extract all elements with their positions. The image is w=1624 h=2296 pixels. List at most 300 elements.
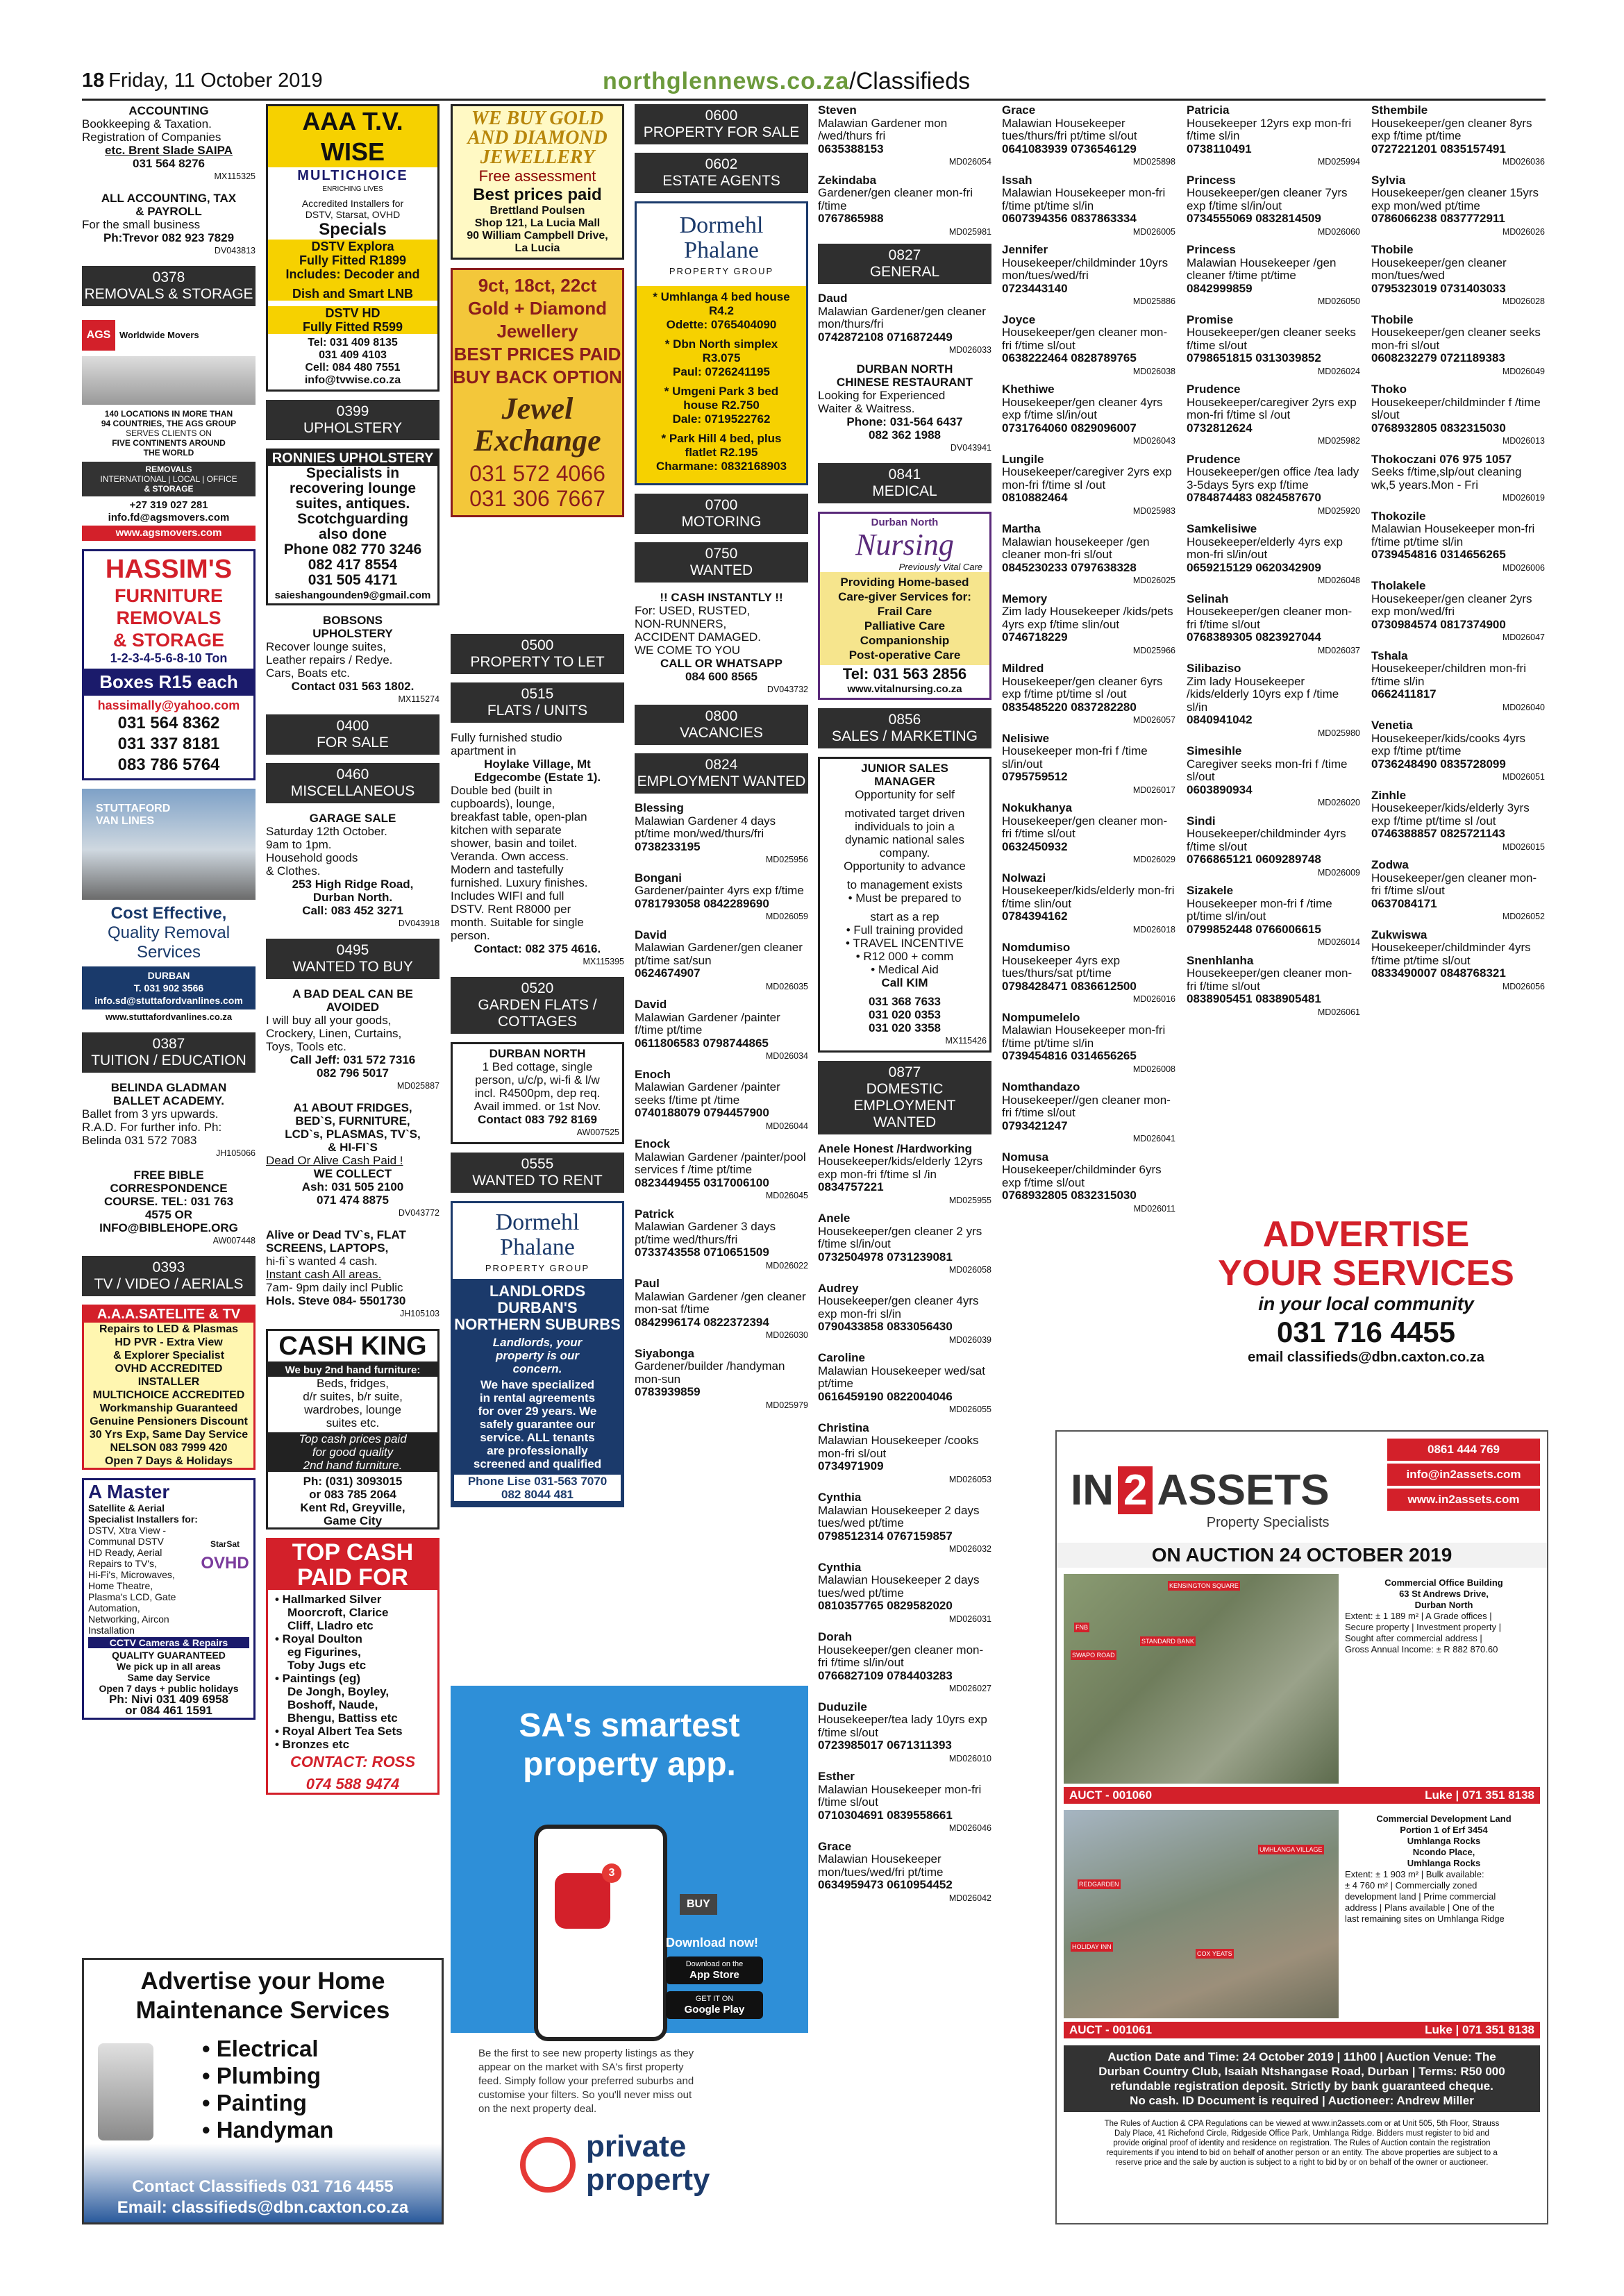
line: Phone Lise 031-563 7070 bbox=[467, 1475, 608, 1488]
in2-logo: IN 2 ASSETS Property Specialists bbox=[1071, 1466, 1330, 1530]
ad-bad-deal bbox=[266, 987, 440, 1093]
ad-top-cash bbox=[266, 1538, 440, 1795]
line: Repairs to TV's, bbox=[88, 1558, 157, 1569]
google-play-button[interactable]: GET IT ON Google Play bbox=[666, 1991, 763, 2019]
entry-desc: Seeks f/time,slp/out cleaning wk,5 years.Mon - Fri bbox=[1371, 465, 1522, 492]
listing-entry bbox=[1002, 941, 1175, 1006]
entry-name: Selinah bbox=[1187, 592, 1229, 605]
ad-title: A BAD DEAL CAN BE bbox=[292, 987, 413, 1000]
ref-code: MD025887 bbox=[396, 1081, 440, 1091]
line: 94 COUNTRIES, THE AGS GROUP bbox=[101, 419, 237, 428]
line: DSTV. Rent R8000 per bbox=[451, 903, 571, 916]
line: No cash. ID Document is required | Auctioneer: Andrew Miller bbox=[1130, 2094, 1474, 2107]
ronnies-phones bbox=[268, 542, 437, 588]
ags-phone: +27 319 027 281 bbox=[129, 499, 208, 511]
line: Accredited Installers for bbox=[301, 198, 404, 209]
listing-entry bbox=[1002, 1151, 1175, 1216]
line: are professionally bbox=[487, 1444, 588, 1457]
entry-phone: 0746388857 0825721143 bbox=[1371, 827, 1505, 840]
entry-phone: 0634959473 0610954452 bbox=[818, 1878, 953, 1891]
line: Alive or Dead TV`s, FLAT bbox=[266, 1228, 406, 1241]
ad-garage-sale bbox=[266, 812, 440, 930]
entry-ref: MD026049 bbox=[1502, 366, 1545, 376]
entry-phone: 0783939859 bbox=[635, 1385, 701, 1398]
adv-title2: YOUR SERVICES bbox=[1218, 1253, 1514, 1293]
entry-name: Nompumelelo bbox=[1002, 1010, 1080, 1024]
line: * Park Hill 4 bed, plus bbox=[661, 432, 782, 445]
line: customise your filters. So you'll never miss out bbox=[478, 2089, 692, 2101]
line: provide original proof of identity and residence on registration. The Rules of Auction contain the registration bbox=[1113, 2139, 1491, 2147]
entry-ref: MD026037 bbox=[1317, 645, 1360, 655]
ags-logo-icon: AGS bbox=[82, 320, 115, 351]
line: Fully Fitted R1899 bbox=[299, 253, 407, 267]
ad-aaa-satelite bbox=[82, 1305, 256, 1470]
line: Auction Date and Time: 24 October 2019 | 11h00 | Auction Venue: The bbox=[1107, 2050, 1496, 2063]
line: R4.2 bbox=[709, 304, 734, 317]
ad-title: COURSE. TEL: 031 763 bbox=[103, 1195, 234, 1208]
listing-entry bbox=[818, 1282, 991, 1347]
hassim-boxes: Boxes R15 each bbox=[84, 669, 253, 696]
line: 30 Yrs Exp, Same Day Service bbox=[89, 1429, 249, 1441]
entry-phone: 0733743558 0710651509 bbox=[635, 1246, 769, 1259]
line: NON-RUNNERS, bbox=[635, 617, 727, 630]
entry-desc: Housekeeper mon-fri f /time sl/in/out bbox=[1002, 744, 1148, 771]
listing-entry bbox=[1002, 662, 1175, 727]
in2-contacts bbox=[1387, 1439, 1540, 1511]
entry-phone: 0732504978 0731239081 bbox=[818, 1250, 953, 1264]
line: Durban North. bbox=[312, 891, 393, 904]
section-0399: 0399 UPHOLSTERY bbox=[266, 400, 440, 440]
in2-fine-print bbox=[1064, 2119, 1540, 2168]
ref-code: DV043918 bbox=[398, 919, 440, 928]
entry-phone: 0738110491 bbox=[1187, 142, 1252, 156]
entry-desc: Housekeeper/gen cleaner 15yrs exp mon/wed pt/time bbox=[1371, 186, 1539, 212]
column-3 bbox=[451, 104, 624, 1516]
line: or 083 785 2064 bbox=[309, 1488, 396, 1501]
pp-download: Download now! bbox=[666, 1936, 758, 1950]
entry-desc: Housekeeper/gen cleaner 4yrs exp mon-fri sl/in bbox=[818, 1294, 979, 1321]
line: Shop 121, La Lucia Mall bbox=[474, 217, 601, 229]
section-0856: 0856 SALES / MARKETING bbox=[818, 708, 991, 748]
line: on the next property deal. bbox=[478, 2103, 597, 2115]
ad-title: BALLET ACADEMY. bbox=[113, 1094, 224, 1107]
entry-ref: MD025886 bbox=[1132, 296, 1175, 306]
entry-name: Lungile bbox=[1002, 452, 1044, 466]
line: Hoylake Village, Mt bbox=[484, 757, 591, 771]
section-0555: 0555 WANTED TO RENT bbox=[451, 1153, 624, 1193]
in2-email[interactable]: info@in2assets.com bbox=[1387, 1464, 1540, 1486]
listing-entry bbox=[1371, 104, 1545, 169]
in2-web[interactable]: www.in2assets.com bbox=[1387, 1489, 1540, 1511]
landlords-phone bbox=[454, 1475, 621, 1501]
line: Registration of Companies bbox=[82, 131, 221, 144]
section-name: /Classifieds bbox=[849, 68, 971, 94]
employment-list-col7 bbox=[1187, 104, 1360, 1019]
ad-stuttaford bbox=[82, 789, 256, 1024]
line: for good quality bbox=[312, 1446, 394, 1459]
line: Hols. Steve 084- 5501730 bbox=[266, 1294, 406, 1307]
jewel-phones bbox=[453, 461, 622, 515]
entry-desc: Malawian Gardener /painter seeks f/time pt /time bbox=[635, 1080, 780, 1107]
line: Game City bbox=[323, 1514, 383, 1527]
entry-name: Snenhlanha bbox=[1187, 953, 1254, 967]
entry-ref: MD026039 bbox=[948, 1334, 991, 1345]
entry-desc: Housekeeper/gen cleaner mon-fri f/time sl/out bbox=[1187, 605, 1353, 631]
listing-entry bbox=[1371, 650, 1545, 714]
line: DSTV Explora bbox=[311, 240, 394, 253]
line: company. bbox=[879, 846, 930, 860]
line: Odette: 0765404090 bbox=[666, 318, 777, 331]
entry-phone: 0727221201 0835157491 bbox=[1371, 142, 1506, 156]
line: Satellite & Aerial bbox=[88, 1502, 165, 1514]
ad-bobsons bbox=[266, 614, 440, 706]
line: BUY BACK OPTION bbox=[453, 367, 622, 387]
entry-phone: 0834757221 bbox=[818, 1180, 884, 1193]
line: Ncondo Place, bbox=[1412, 1847, 1475, 1857]
gold-free: Free assessment bbox=[478, 167, 596, 185]
entry-desc: Housekeeper/kids/elderly mon-fri f/time slin/out bbox=[1002, 884, 1175, 910]
column-8 bbox=[1371, 104, 1545, 1215]
ad-dormehl-sale bbox=[635, 201, 808, 485]
maint-contact bbox=[84, 2177, 442, 2218]
line: Repairs to LED & Plasmas bbox=[99, 1323, 239, 1335]
ad-title: & HI-FI`S bbox=[328, 1141, 378, 1154]
aaa-sat-title: A.A.A.SATELITE & TV bbox=[84, 1307, 253, 1323]
cash-king-list bbox=[268, 1377, 437, 1430]
line: INTERNATIONAL | LOCAL | OFFICE bbox=[100, 474, 237, 484]
line: refundable registration deposit. Strictly by bank guaranteed cheque. bbox=[1110, 2079, 1493, 2093]
section-0495: 0495 WANTED TO BUY bbox=[266, 939, 440, 979]
line: Exchange bbox=[474, 424, 601, 458]
entry-desc: Housekeeper/gen cleaner seeks mon-fri sl/out bbox=[1371, 326, 1541, 352]
line: 90 William Campbell Drive, bbox=[467, 230, 608, 242]
entry-ref: MD026034 bbox=[765, 1051, 808, 1061]
entry-desc: Malawian Gardener/gen cleaner pt/time sat/sun bbox=[635, 941, 803, 967]
listing-entry bbox=[1371, 859, 1545, 923]
listing-entry bbox=[1002, 244, 1175, 308]
adv-email: email classifieds@dbn.caxton.co.za bbox=[1248, 1350, 1484, 1365]
line: Top cash prices paid bbox=[299, 1432, 407, 1446]
line: breakfast table, open-plan bbox=[451, 810, 587, 823]
ad-title: ACCOUNTING bbox=[128, 104, 209, 117]
entry-name: Mildred bbox=[1002, 662, 1044, 675]
line: Opportunity to advance bbox=[844, 859, 966, 873]
page-number: 18 bbox=[82, 69, 105, 92]
entry-ref: MD026060 bbox=[1317, 226, 1360, 237]
entry-desc: Housekeeper/gen cleaner 4yrs exp f/time sl/in/out bbox=[1002, 395, 1163, 421]
top-cash-title bbox=[268, 1540, 437, 1590]
entry-desc: Housekeeper/gen cleaner 6yrs exp f/time pt/time sl /out bbox=[1002, 674, 1163, 701]
entry-phone: 0810357765 0829582020 bbox=[818, 1599, 953, 1612]
entry-desc: Housekeeper/childminder 4yrs f/time pt/time sl/out bbox=[1371, 941, 1531, 967]
dormehl-group: PROPERTY GROUP bbox=[669, 266, 774, 276]
entry-ref: MD026026 bbox=[1502, 226, 1545, 237]
app-store-button[interactable]: Download on the App Store bbox=[666, 1956, 763, 1984]
line: DSTV HD bbox=[325, 306, 380, 320]
line: Extent: ± 1 903 m² | Bulk available: bbox=[1345, 1869, 1484, 1879]
ad-aaa-tv-wise bbox=[266, 104, 440, 392]
ad-title: CALL OR WHATSAPP bbox=[660, 657, 782, 670]
line: & STORAGE bbox=[144, 484, 194, 494]
entry-name: Cynthia bbox=[818, 1560, 862, 1574]
line: month. Suitable for single bbox=[451, 916, 584, 929]
a-master-sub bbox=[88, 1502, 249, 1525]
nursing-web[interactable]: www.vitalnursing.co.za bbox=[847, 682, 962, 695]
line: flatlet R2.195 bbox=[685, 446, 758, 459]
entry-phone: 0768389305 0823927044 bbox=[1187, 630, 1321, 644]
entry-desc: Housekeeper/elderly 4yrs exp mon-fri sl/in/out bbox=[1187, 535, 1343, 561]
line: DSTV, Xtra View - bbox=[88, 1525, 167, 1536]
entry-phone: 0784394162 bbox=[1002, 910, 1068, 923]
header-center bbox=[603, 68, 970, 95]
line: 031 409 4103 bbox=[319, 349, 387, 361]
line: Daly Place, 41 Richefond Circle, Ridgeside Office Park, Umhlanga Ridge. Bidders must register to bid and bbox=[1114, 2129, 1489, 2138]
section-0460: 0460 MISCELLANEOUS bbox=[266, 763, 440, 803]
ags-web[interactable]: www.agsmovers.com bbox=[82, 526, 256, 541]
entry-desc: Housekeeper mon-fri f /time pt/time sl/in/out bbox=[1187, 896, 1332, 923]
line: Workmanship Guaranteed bbox=[99, 1402, 238, 1414]
line: For the small business bbox=[82, 218, 201, 231]
line: info@tvwise.co.za bbox=[304, 374, 401, 386]
entry-name: Sizakele bbox=[1187, 884, 1234, 897]
entry-ref: MD026032 bbox=[948, 1544, 991, 1554]
line: Specialist Installers for: bbox=[88, 1514, 198, 1525]
listing-entry bbox=[818, 174, 991, 239]
listing-entry bbox=[1371, 244, 1545, 308]
aaa-tv-title: AAA T.V. WISE bbox=[268, 106, 437, 167]
line: 1 Bed cottage, single bbox=[482, 1060, 593, 1073]
entry-phone: 0767865988 bbox=[818, 212, 884, 225]
entry-ref: MD025994 bbox=[1317, 157, 1360, 167]
line: Phone: 031-564 6437 bbox=[846, 414, 963, 428]
line: Genuine Pensioners Discount bbox=[90, 1416, 248, 1427]
in2-auction-title: ON AUCTION 24 OCTOBER 2019 bbox=[1057, 1543, 1547, 1568]
line: property bbox=[586, 2163, 710, 2197]
listing-entry bbox=[635, 872, 808, 923]
entry-ref: MD026048 bbox=[1317, 576, 1360, 585]
line: start as a rep bbox=[870, 910, 939, 923]
dormehl-group: PROPERTY GROUP bbox=[485, 1263, 590, 1273]
entry-phone: 0795759512 bbox=[1002, 770, 1068, 783]
entry-desc: Gardener/gen cleaner mon-fri f/time bbox=[818, 186, 973, 212]
entry-desc: Housekeeper//gen cleaner mon-fri f/time sl/out bbox=[1002, 1093, 1171, 1119]
line: Daud bbox=[818, 292, 848, 305]
line: Phone 082 770 3246 bbox=[283, 542, 422, 558]
line: T. 031 902 3566 bbox=[133, 982, 204, 994]
pp-logo-icon bbox=[520, 2137, 576, 2193]
entry-desc: Housekeeper/gen cleaner mon-fri f/time sl/out bbox=[1371, 871, 1537, 897]
listing-entry bbox=[818, 1212, 991, 1277]
line: & STORAGE bbox=[112, 630, 225, 651]
entry-desc: Housekeeper/gen cleaner 7yrs exp f/time sl/in/out bbox=[1187, 186, 1348, 212]
entry-ref: MD025980 bbox=[1317, 728, 1360, 738]
entry-name: Nokukhanya bbox=[1002, 801, 1073, 814]
line: Fully Fitted R599 bbox=[302, 320, 403, 334]
cash-king-sub: We buy 2nd hand furniture: bbox=[268, 1364, 437, 1377]
entry-name: Enoch bbox=[635, 1067, 671, 1081]
entry-name: Thobile bbox=[1371, 312, 1414, 326]
ad-title: FREE BIBLE bbox=[133, 1168, 204, 1182]
entry-phone: 0611806583 0798744865 bbox=[635, 1036, 769, 1050]
ags-services bbox=[82, 462, 256, 496]
entry-name: Martha bbox=[1002, 522, 1041, 535]
gold-title bbox=[453, 106, 622, 167]
a-master-list bbox=[88, 1525, 201, 1636]
line: Opportunity for self bbox=[855, 787, 955, 801]
line: Dormehl bbox=[679, 212, 764, 238]
ad-belinda bbox=[82, 1081, 256, 1160]
line: MULTICHOICE ACCREDITED bbox=[92, 1389, 245, 1401]
line: 031 505 4171 bbox=[308, 572, 398, 588]
line: Bookkeeping & Taxation. bbox=[82, 117, 212, 131]
section-0500: 0500 PROPERTY TO LET bbox=[451, 634, 624, 674]
entry-ref: MD026009 bbox=[1317, 867, 1360, 878]
ad-private-property bbox=[451, 1686, 808, 2222]
entry-ref: MD026020 bbox=[1317, 798, 1360, 807]
entry-phone: 0736248490 0835728099 bbox=[1371, 757, 1506, 771]
listing-entry bbox=[1371, 314, 1545, 378]
line: * Dbn North simplex bbox=[664, 337, 778, 351]
line: 031 020 0353 bbox=[869, 1007, 941, 1021]
entry-ref: MD026027 bbox=[948, 1684, 991, 1693]
aaa-tv-hd bbox=[268, 306, 437, 334]
line: * Umgeni Park 3 bed bbox=[664, 385, 779, 398]
line: Cell: 084 480 7551 bbox=[305, 362, 401, 374]
entry-name: Nomdumiso bbox=[1002, 941, 1071, 954]
entry-ref: MD026015 bbox=[1502, 841, 1545, 852]
line: R.A.D. For further info. Ph: bbox=[82, 1121, 222, 1134]
line: Home Theatre, bbox=[88, 1580, 153, 1591]
line: requirements if you intend to bid on behalf of another person or an entity. The above properties are subject to a bbox=[1106, 2149, 1498, 2157]
entry-name: Nelisiwe bbox=[1002, 731, 1050, 745]
line: Frail Care bbox=[877, 604, 932, 618]
line: Portion 1 of Erf 3454 bbox=[1400, 1825, 1488, 1835]
listing-entry bbox=[635, 998, 808, 1063]
line: • Electrical bbox=[202, 2036, 319, 2061]
line: CONTACT: ROSS bbox=[290, 1753, 416, 1770]
ad-hassims bbox=[82, 549, 256, 780]
entry-desc: Malawian Gardener mon /wed/thurs fri bbox=[818, 116, 948, 142]
employment-list-col4 bbox=[635, 802, 808, 1411]
column-5 bbox=[818, 104, 991, 1910]
entry-ref: MD026057 bbox=[1132, 715, 1175, 725]
line: Contact 031 563 1802. bbox=[291, 680, 415, 693]
entry-desc: Zim lady Housekeeper /kids/elderly 10yrs exp f /time sl/in bbox=[1187, 674, 1339, 714]
stuttaford-web[interactable]: www.stuttafordvanlines.co.za bbox=[105, 1012, 233, 1022]
entry-ref: MD026013 bbox=[1502, 436, 1545, 446]
entry-name: Samkelisiwe bbox=[1187, 522, 1257, 535]
nursing-services bbox=[820, 572, 989, 665]
line: private bbox=[586, 2129, 687, 2163]
entry-desc: Malawian Housekeeper 2 days tues/wed pt/time bbox=[818, 1573, 980, 1600]
line: Post-operative Care bbox=[848, 648, 961, 662]
section-0877: 0877 DOMESTIC EMPLOYMENT WANTED bbox=[818, 1061, 991, 1134]
entry-ref: MD026059 bbox=[765, 912, 808, 921]
gold-best: Best prices paid bbox=[473, 185, 602, 204]
column-7 bbox=[1187, 104, 1360, 1215]
dormehl-listings bbox=[637, 286, 806, 483]
hassim-body bbox=[84, 585, 253, 651]
entry-ref: MD026051 bbox=[1502, 772, 1545, 782]
entry-ref: MD025898 bbox=[1132, 157, 1175, 167]
stuttaford-slogan bbox=[82, 900, 256, 966]
entry-desc: Malawian Housekeeper wed/sat pt/time bbox=[818, 1364, 985, 1390]
line: Specialists in bbox=[305, 465, 400, 481]
line: 031 306 7667 bbox=[469, 486, 605, 511]
line: Ph:Trevor 082 923 7829 bbox=[103, 231, 235, 244]
line: 253 High Ridge Road, bbox=[292, 878, 414, 891]
entry-name: Paul bbox=[635, 1277, 660, 1290]
listing-entry bbox=[1371, 510, 1545, 575]
line: Avail immed. or 1st Nov. bbox=[474, 1100, 601, 1113]
line: Advertise your Home bbox=[140, 1968, 385, 1995]
top-cash-list bbox=[268, 1590, 437, 1754]
line: 031 337 8181 bbox=[117, 735, 220, 753]
entry-desc: Housekeeper/tea lady 10yrs exp f/time sl/out bbox=[818, 1713, 987, 1739]
line: AND DIAMOND bbox=[467, 127, 608, 149]
entry-ref: MD026053 bbox=[948, 1474, 991, 1484]
line: property is our bbox=[496, 1349, 579, 1362]
entry-phone: 0786066238 0837772911 bbox=[1371, 212, 1505, 225]
ad-advertise-services bbox=[1187, 1214, 1546, 1365]
line: LANDLORDS bbox=[489, 1282, 586, 1300]
entry-ref: MD026024 bbox=[1317, 366, 1360, 376]
listing-entry bbox=[818, 1561, 991, 1626]
entry-name: Anele bbox=[818, 1212, 851, 1225]
lot2-photo: UMHLANGA VILLAGE REDGARDEN HOLIDAY INN COX YEATS bbox=[1064, 1810, 1339, 2018]
entry-name: Sindi bbox=[1187, 814, 1216, 828]
entry-desc: Housekeeper/gen cleaner 2yrs exp mon/wed/fri bbox=[1371, 592, 1532, 618]
entry-ref: MD026019 bbox=[1502, 493, 1545, 503]
entry-ref: MD026008 bbox=[1132, 1064, 1175, 1074]
line: Phalane bbox=[684, 237, 759, 263]
line: Belinda 031 572 7083 bbox=[82, 1134, 197, 1147]
line: QUALITY GUARANTEED bbox=[112, 1650, 226, 1661]
line: or 084 461 1591 bbox=[125, 1704, 212, 1717]
line: WE BUY GOLD bbox=[471, 108, 604, 129]
section-0515: 0515 FLATS / UNITS bbox=[451, 682, 624, 723]
entry-name: Steven bbox=[818, 104, 857, 117]
ad-title: 084 600 8565 bbox=[685, 670, 757, 683]
line: Durban Country Club, Isaiah Ntshangase Road, Durban | Terms: R50 000 bbox=[1098, 2065, 1505, 2078]
section-0393: 0393 TV / VIDEO / AERIALS bbox=[82, 1256, 256, 1296]
line: 031 572 4066 bbox=[469, 461, 605, 486]
line: 0742872108 0716872449 bbox=[818, 330, 953, 344]
a-master-cctv: CCTV Cameras & Repairs bbox=[88, 1637, 249, 1648]
line: wardrobes, lounge bbox=[304, 1403, 401, 1416]
entry-phone: 0624674907 bbox=[635, 966, 701, 980]
entry-name: Esther bbox=[818, 1770, 855, 1783]
line: * Umhlanga 4 bed house bbox=[653, 290, 790, 303]
dormehl-logo-icon bbox=[637, 203, 806, 266]
employment-list-col8 bbox=[1371, 104, 1545, 993]
bullet-item: • Royal Doulton bbox=[275, 1632, 362, 1645]
entry-name: Dorah bbox=[818, 1630, 853, 1643]
line: De Jongh, Boyley, bbox=[287, 1685, 390, 1698]
ags-text bbox=[82, 409, 256, 458]
entry-ref: MD026036 bbox=[1502, 157, 1545, 167]
entry-phone: 0784874483 0824587670 bbox=[1187, 491, 1321, 504]
entry-ref: MD026041 bbox=[1132, 1134, 1175, 1143]
listing-entry bbox=[635, 802, 808, 866]
entry-name: Duduzile bbox=[818, 1700, 867, 1713]
line: DURBAN bbox=[147, 970, 190, 981]
line: REMOVALS bbox=[145, 464, 192, 474]
entry-name: Nolwazi bbox=[1002, 871, 1046, 885]
entry-ref: MD026022 bbox=[765, 1260, 808, 1271]
line: appear on the market with SA's first property bbox=[478, 2061, 684, 2073]
listing-entry bbox=[818, 1422, 991, 1486]
